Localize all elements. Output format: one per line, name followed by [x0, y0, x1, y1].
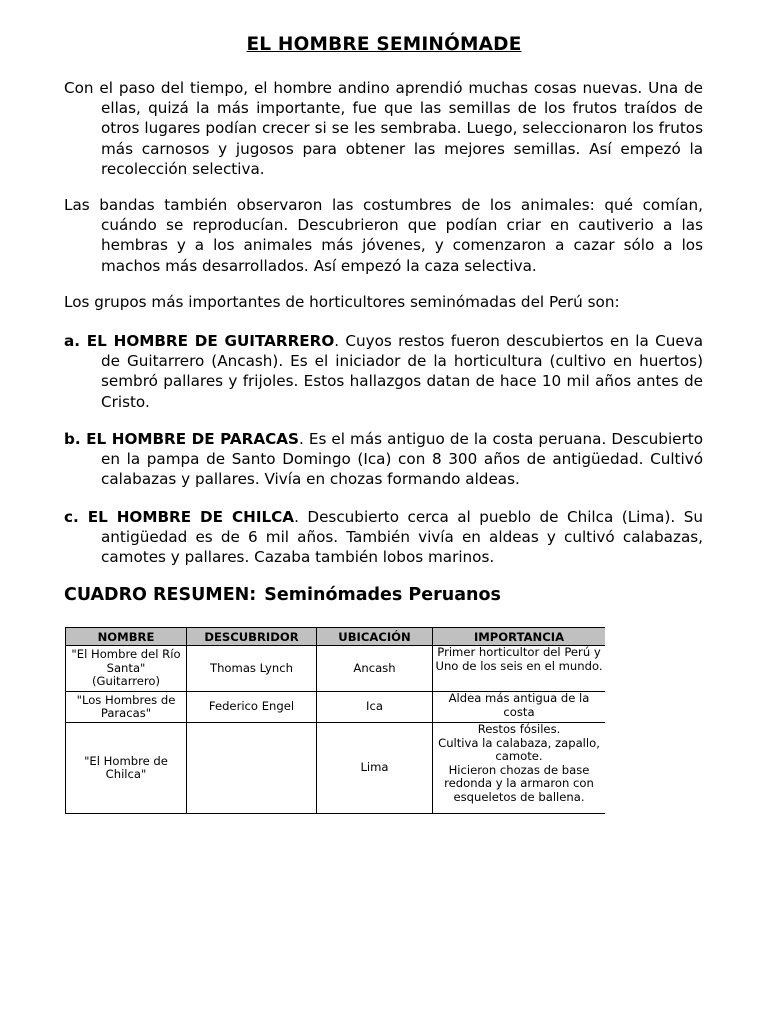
cell-line: "El Hombre del Río — [71, 647, 181, 662]
summary-heading — [64, 585, 501, 605]
group-paracas-label: b. EL HOMBRE DE PARACAS — [64, 430, 299, 448]
table-row — [66, 723, 606, 814]
cell-line: Primer horticultor del Perú y — [437, 645, 601, 659]
cell-nombre — [66, 692, 187, 723]
cell-line: Hicieron chozas de base — [448, 762, 590, 777]
group-chilca-text: . Descubierto cerca al pueblo de Chilca (Lima). Su antigüedad es de 6 mil años. También vivía en aldeas y cultivó calabazas, camotes y pallares. Cazaba también lobos marinos. — [101, 508, 703, 567]
cell-ubicacion: Ancash — [317, 646, 433, 692]
table-header-row — [66, 628, 606, 646]
cell-line: Chilca" — [105, 767, 147, 781]
cell-line: Cultiva la calabaza, zapallo, — [438, 735, 600, 750]
intro-paragraph: Con el paso del tiempo, el hombre andino aprendió muchas cosas nuevas. Una de ellas, quizá la más importante, fue que las semillas de los frutos traídos de otros lugares podían crecer si se les sembraba. Luego, seleccionaron los frutos más carnosos y jugosos para obtener las mejores semillas. Así empezó la recolección selectiva. — [64, 79, 703, 178]
cell-line: "Los Hombres de — [76, 692, 176, 707]
cell-line: "El Hombre de — [84, 753, 168, 768]
cell-importancia — [433, 723, 606, 814]
summary-heading-subtitle: Seminómades Peruanos — [264, 585, 501, 605]
column-header-nombre: NOMBRE — [66, 628, 187, 646]
summary-heading-label: CUADRO RESUMEN: — [64, 585, 257, 605]
cell-line: redonda y la armaron con — [444, 776, 594, 790]
cell-line: Aldea más antigua de la costa — [448, 691, 590, 719]
cell-line: Paracas" — [100, 706, 152, 720]
group-chilca — [64, 507, 703, 568]
column-header-descubridor: DESCUBRIDOR — [187, 628, 317, 646]
group-guitarrero — [64, 331, 703, 412]
cell-descubridor — [187, 723, 317, 814]
cell-descubridor: Thomas Lynch — [187, 646, 317, 692]
cell-importancia — [433, 692, 606, 723]
table-row — [66, 646, 606, 692]
cell-nombre — [66, 723, 187, 814]
group-guitarrero-text: . Cuyos restos fueron descubiertos en la Cueva de Guitarrero (Ancash). Es el iniciador de la horticultura (cultivo en huertos) sembró pallares y frijoles. Estos hallazgos datan de hace 10 mil años antes de Cristo. — [101, 332, 703, 411]
cell-ubicacion: Ica — [317, 692, 433, 723]
group-guitarrero-label: a. EL HOMBRE DE GUITARRERO — [64, 332, 335, 350]
cell-importancia — [433, 646, 606, 692]
cell-line: esqueletos de ballena. — [453, 789, 585, 804]
group-chilca-label: c. EL HOMBRE DE CHILCA — [64, 508, 295, 526]
column-header-importancia: IMPORTANCIA — [433, 628, 606, 646]
group-paracas — [64, 429, 703, 490]
table-row — [66, 692, 606, 723]
group-paracas-text: . Es el más antiguo de la costa peruana. Descubierto en la pampa de Santo Domingo (Ica) con 8 300 años de antigüedad. Cultivó calabazas y pallares. Vivía en chozas formando aldeas. — [101, 430, 704, 489]
column-header-ubicacion: UBICACIÓN — [317, 628, 433, 646]
summary-table — [65, 627, 605, 814]
cell-nombre — [66, 646, 187, 692]
page-title: EL HOMBRE SEMINÓMADE — [246, 34, 522, 55]
cell-line: Restos fósiles. — [477, 722, 561, 736]
cell-ubicacion: Lima — [317, 723, 433, 814]
cell-line: camote. — [495, 749, 543, 763]
cell-descubridor: Federico Engel — [187, 692, 317, 723]
cell-line: (Guitarrero) — [91, 674, 161, 689]
cell-line: Uno de los seis en el mundo. — [435, 658, 603, 673]
cell-line: Santa" — [106, 660, 146, 675]
groups-intro-paragraph: Los grupos más importantes de horticultores seminómadas del Perú son: — [64, 293, 620, 311]
animals-paragraph: Las bandas también observaron las costumbres de los animales: qué comían, cuándo se reproducían. Descubrieron que podían criar en cautiverio a las hembras y a los animales más jóvenes, y comenzaron a cazar sólo a los machos más desarrollados. Así empezó la caza selectiva. — [64, 196, 703, 275]
